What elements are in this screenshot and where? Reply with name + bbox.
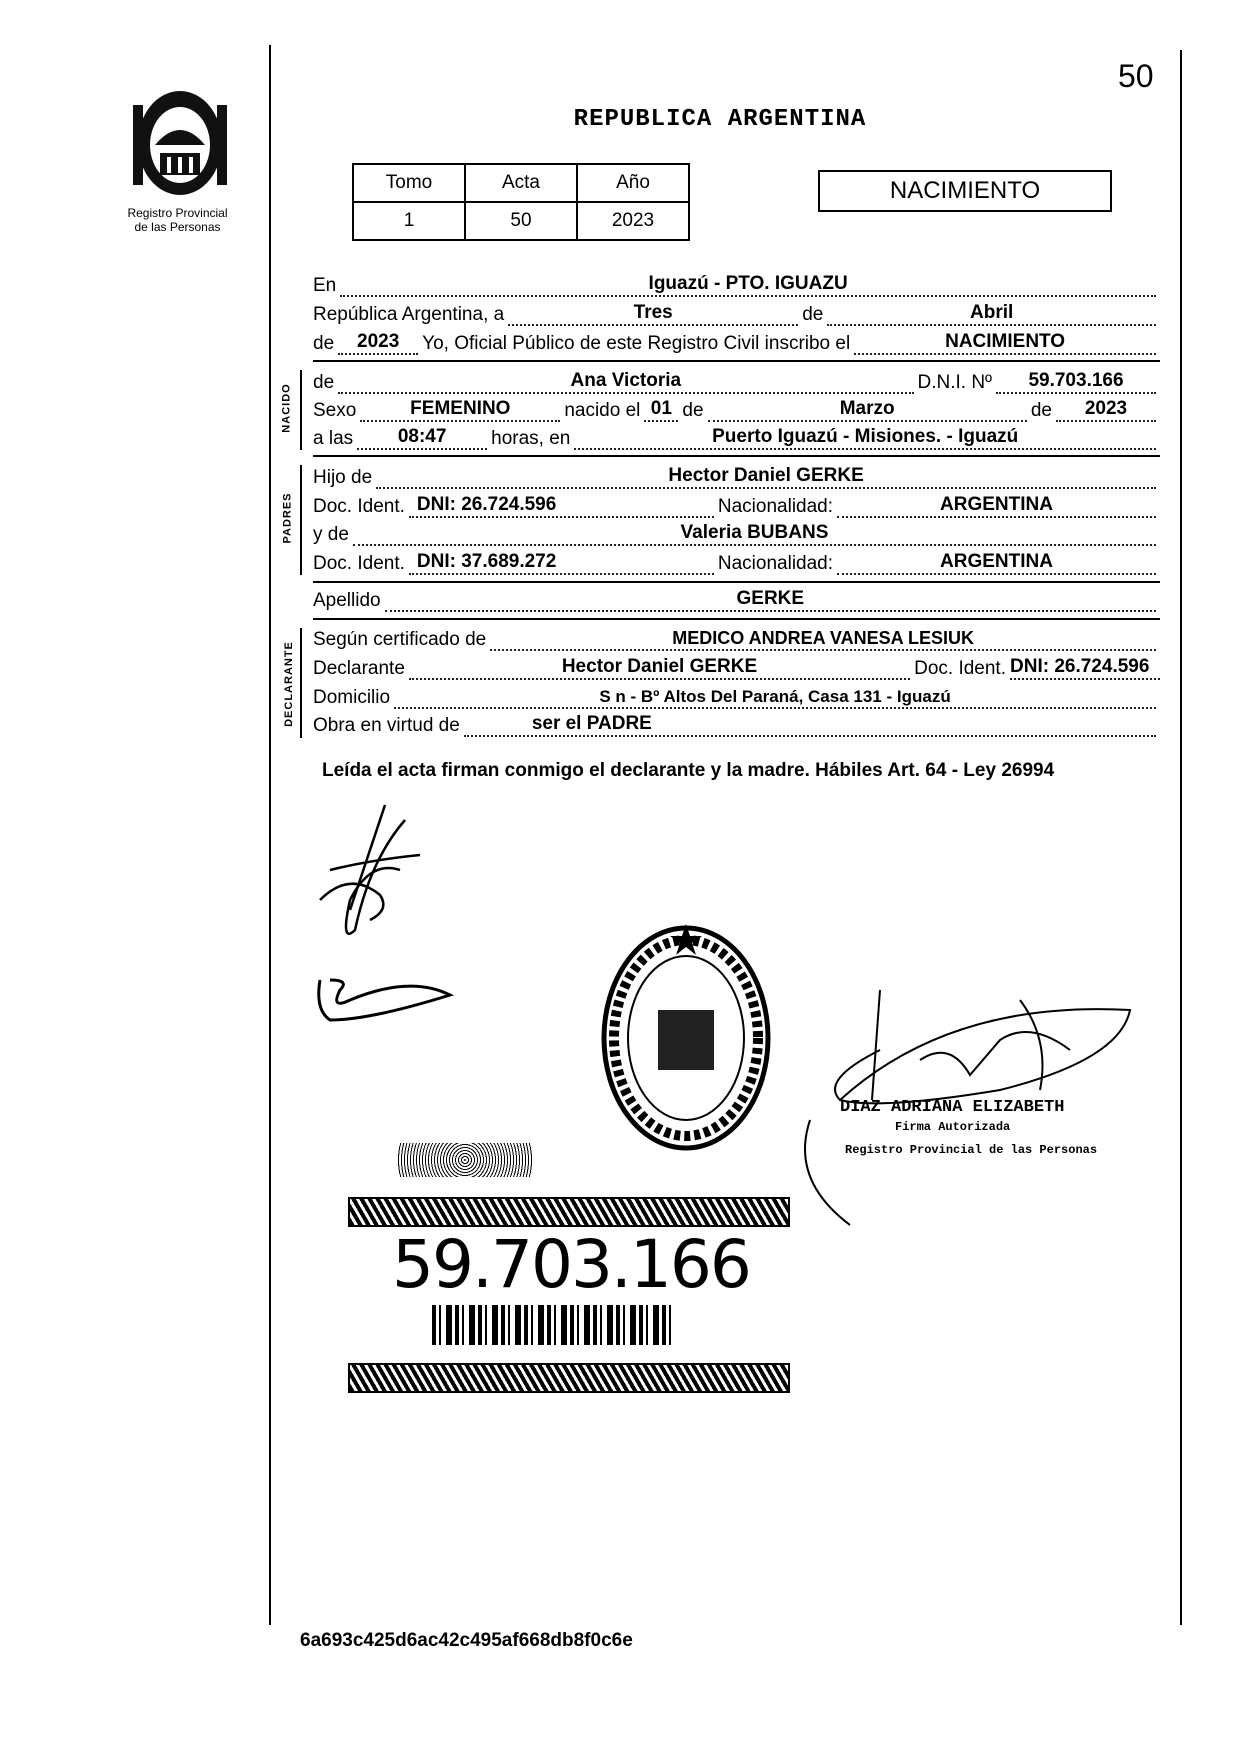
field-padre (376, 467, 1156, 489)
field-dni (996, 372, 1156, 394)
row-fecha (313, 302, 1160, 326)
value-birth-month: Marzo (839, 398, 895, 419)
value-sexo: FEMENINO (410, 398, 511, 419)
row-obra (313, 713, 1160, 737)
security-band-top (348, 1197, 790, 1227)
label-doc: Doc. Ident. (313, 496, 405, 517)
field-birth-year (1056, 400, 1156, 422)
field-domicilio (394, 687, 1156, 709)
document-title: REPUBLICA ARGENTINA (573, 106, 867, 133)
row-certificado (313, 627, 1160, 651)
label-domicilio: Domicilio (313, 687, 391, 708)
value-certificado: MEDICO ANDREA VANESA LESIUK (672, 628, 974, 648)
field-madre-doc (409, 553, 714, 575)
label-de2: de (682, 400, 704, 421)
field-madre (353, 524, 1156, 546)
field-nombre (338, 372, 913, 394)
label-hora: a las (313, 428, 354, 449)
right-margin-line (1180, 50, 1182, 1625)
value-tomo: 1 (353, 202, 465, 240)
label-nacionalidad: Nacionalidad: (717, 496, 834, 517)
section-label-declarante: DECLARANTE (282, 641, 295, 727)
row-padre-doc (313, 494, 1160, 518)
row-apellido (313, 588, 1160, 612)
mother-signature (310, 970, 460, 1030)
divider (313, 581, 1160, 583)
declarant-signature (310, 800, 440, 945)
header-ano: Año (577, 164, 689, 202)
hologram-seal (398, 1143, 532, 1177)
divider (313, 618, 1160, 620)
field-declarante-doc (1010, 658, 1160, 680)
security-band-bottom (348, 1363, 790, 1393)
value-madre-doc: DNI: 37.689.272 (416, 551, 557, 572)
divider (313, 455, 1160, 457)
label-de3: de (1030, 400, 1052, 421)
record-type-box: NACIMIENTO (818, 170, 1112, 212)
value-nombre: Ana Victoria (570, 370, 682, 391)
document-number-large: 59.703.166 (392, 1226, 750, 1303)
header-acta: Acta (465, 164, 577, 202)
official-office: Registro Provincial de las Personas (845, 1143, 1098, 1157)
value-apellido: GERKE (736, 588, 805, 609)
left-margin-line (269, 45, 271, 1625)
label-de: de (802, 304, 824, 325)
value-en: Iguazú - PTO. IGUAZU (648, 273, 848, 294)
row-padre (313, 465, 1160, 489)
label-doc: Doc. Ident. (313, 553, 405, 574)
field-birth-day (644, 400, 678, 422)
field-month (827, 304, 1156, 326)
label-inscribo: Yo, Oficial Público de este Registro Civil inscribo el (422, 333, 851, 354)
label-obra: Obra en virtud de (313, 715, 460, 736)
value-padre-nac: ARGENTINA (940, 494, 1053, 515)
label-nacionalidad: Nacionalidad: (717, 553, 834, 574)
logo-caption-line2: de las Personas (134, 220, 221, 234)
logo-caption-line1: Registro Provincial (127, 206, 228, 220)
field-padre-nac (837, 496, 1156, 518)
value-declarante-doc: DNI: 26.724.596 (1010, 656, 1150, 677)
closing-statement: Leída el acta firman conmigo el declarante y la madre. Hábiles Art. 64 - Ley 26994 (322, 760, 1055, 781)
label-sexo: Sexo (313, 400, 357, 421)
field-sexo (360, 400, 560, 422)
value-month: Abril (970, 302, 1014, 323)
label-lugar: horas, en (491, 428, 571, 449)
field-padre-doc (409, 496, 714, 518)
value-year: 2023 (357, 331, 400, 352)
row-sexo (313, 398, 1160, 422)
value-birth-day: 01 (650, 398, 672, 419)
value-hora: 08:47 (397, 426, 447, 447)
field-inscribo (854, 333, 1156, 355)
official-role: Firma Autorizada (895, 1120, 1011, 1134)
header-tomo: Tomo (353, 164, 465, 202)
label-declarante-doc: Doc. Ident. (914, 658, 1006, 679)
barcode (432, 1305, 672, 1345)
official-stamp (596, 920, 776, 1160)
value-day: Tres (633, 302, 673, 323)
label-en: En (313, 275, 337, 296)
row-declarante (313, 656, 1160, 680)
section-label-nacido: NACIDO (280, 383, 293, 433)
value-domicilio: S n - Bº Altos Del Paraná, Casa 131 - Iguazú (599, 687, 951, 706)
field-birth-month (708, 400, 1027, 422)
label-declarante: Declarante (313, 658, 405, 679)
value-inscribo: NACIMIENTO (945, 331, 1066, 352)
field-declarante (409, 658, 910, 680)
field-madre-nac (837, 553, 1156, 575)
official-name: DIAZ ADRIANA ELIZABETH (840, 1098, 1065, 1117)
label-dni: D.N.I. Nº (917, 372, 992, 393)
value-ano: 2023 (577, 202, 689, 240)
row-madre (313, 522, 1160, 546)
row-en (313, 273, 1160, 297)
value-madre: Valeria BUBANS (680, 522, 829, 543)
label-nacido: nacido el (564, 400, 641, 421)
value-padre-doc: DNI: 26.724.596 (416, 494, 557, 515)
field-en (340, 275, 1156, 297)
value-madre-nac: ARGENTINA (940, 551, 1053, 572)
label-republica: República Argentina, a (313, 304, 505, 325)
field-apellido (385, 590, 1156, 612)
value-birth-year: 2023 (1084, 398, 1128, 419)
label-apellido: Apellido (313, 590, 381, 611)
value-lugar: Puerto Iguazú - Misiones. - Iguazú (712, 426, 1019, 447)
row-domicilio (313, 685, 1160, 709)
value-declarante: Hector Daniel GERKE (561, 656, 758, 677)
row-madre-doc (313, 551, 1160, 575)
label-yde: y de (313, 524, 349, 545)
value-obra: ser el PADRE (531, 713, 652, 734)
field-hora (357, 428, 487, 450)
row-hora (313, 426, 1160, 450)
field-certificado (490, 629, 1156, 651)
field-lugar (574, 428, 1156, 450)
field-obra (464, 715, 1156, 737)
value-padre: Hector Daniel GERKE (668, 465, 864, 486)
value-acta: 50 (465, 202, 577, 240)
label-nombre: de (313, 372, 335, 393)
label-hijo: Hijo de (313, 467, 373, 488)
section-bar-declarante (300, 628, 302, 738)
tomo-acta-ano-table (352, 163, 690, 241)
section-label-padres: PADRES (281, 492, 294, 544)
document-hash: 6a693c425d6ac42c495af668db8f0c6e (300, 1630, 633, 1651)
field-year (338, 333, 418, 355)
page-number: 50 (1118, 58, 1154, 94)
value-dni: 59.703.166 (1028, 370, 1124, 391)
row-inscribo (313, 331, 1160, 355)
section-bar-padres (300, 465, 302, 575)
logo-caption (100, 206, 255, 234)
label-certificado: Según certificado de (313, 629, 487, 650)
misiones-coat-of-arms-logo (125, 85, 235, 203)
row-nombre (313, 370, 1160, 394)
section-bar-nacido (300, 370, 302, 450)
divider (313, 360, 1160, 362)
label-year: de (313, 333, 335, 354)
field-day (508, 304, 798, 326)
